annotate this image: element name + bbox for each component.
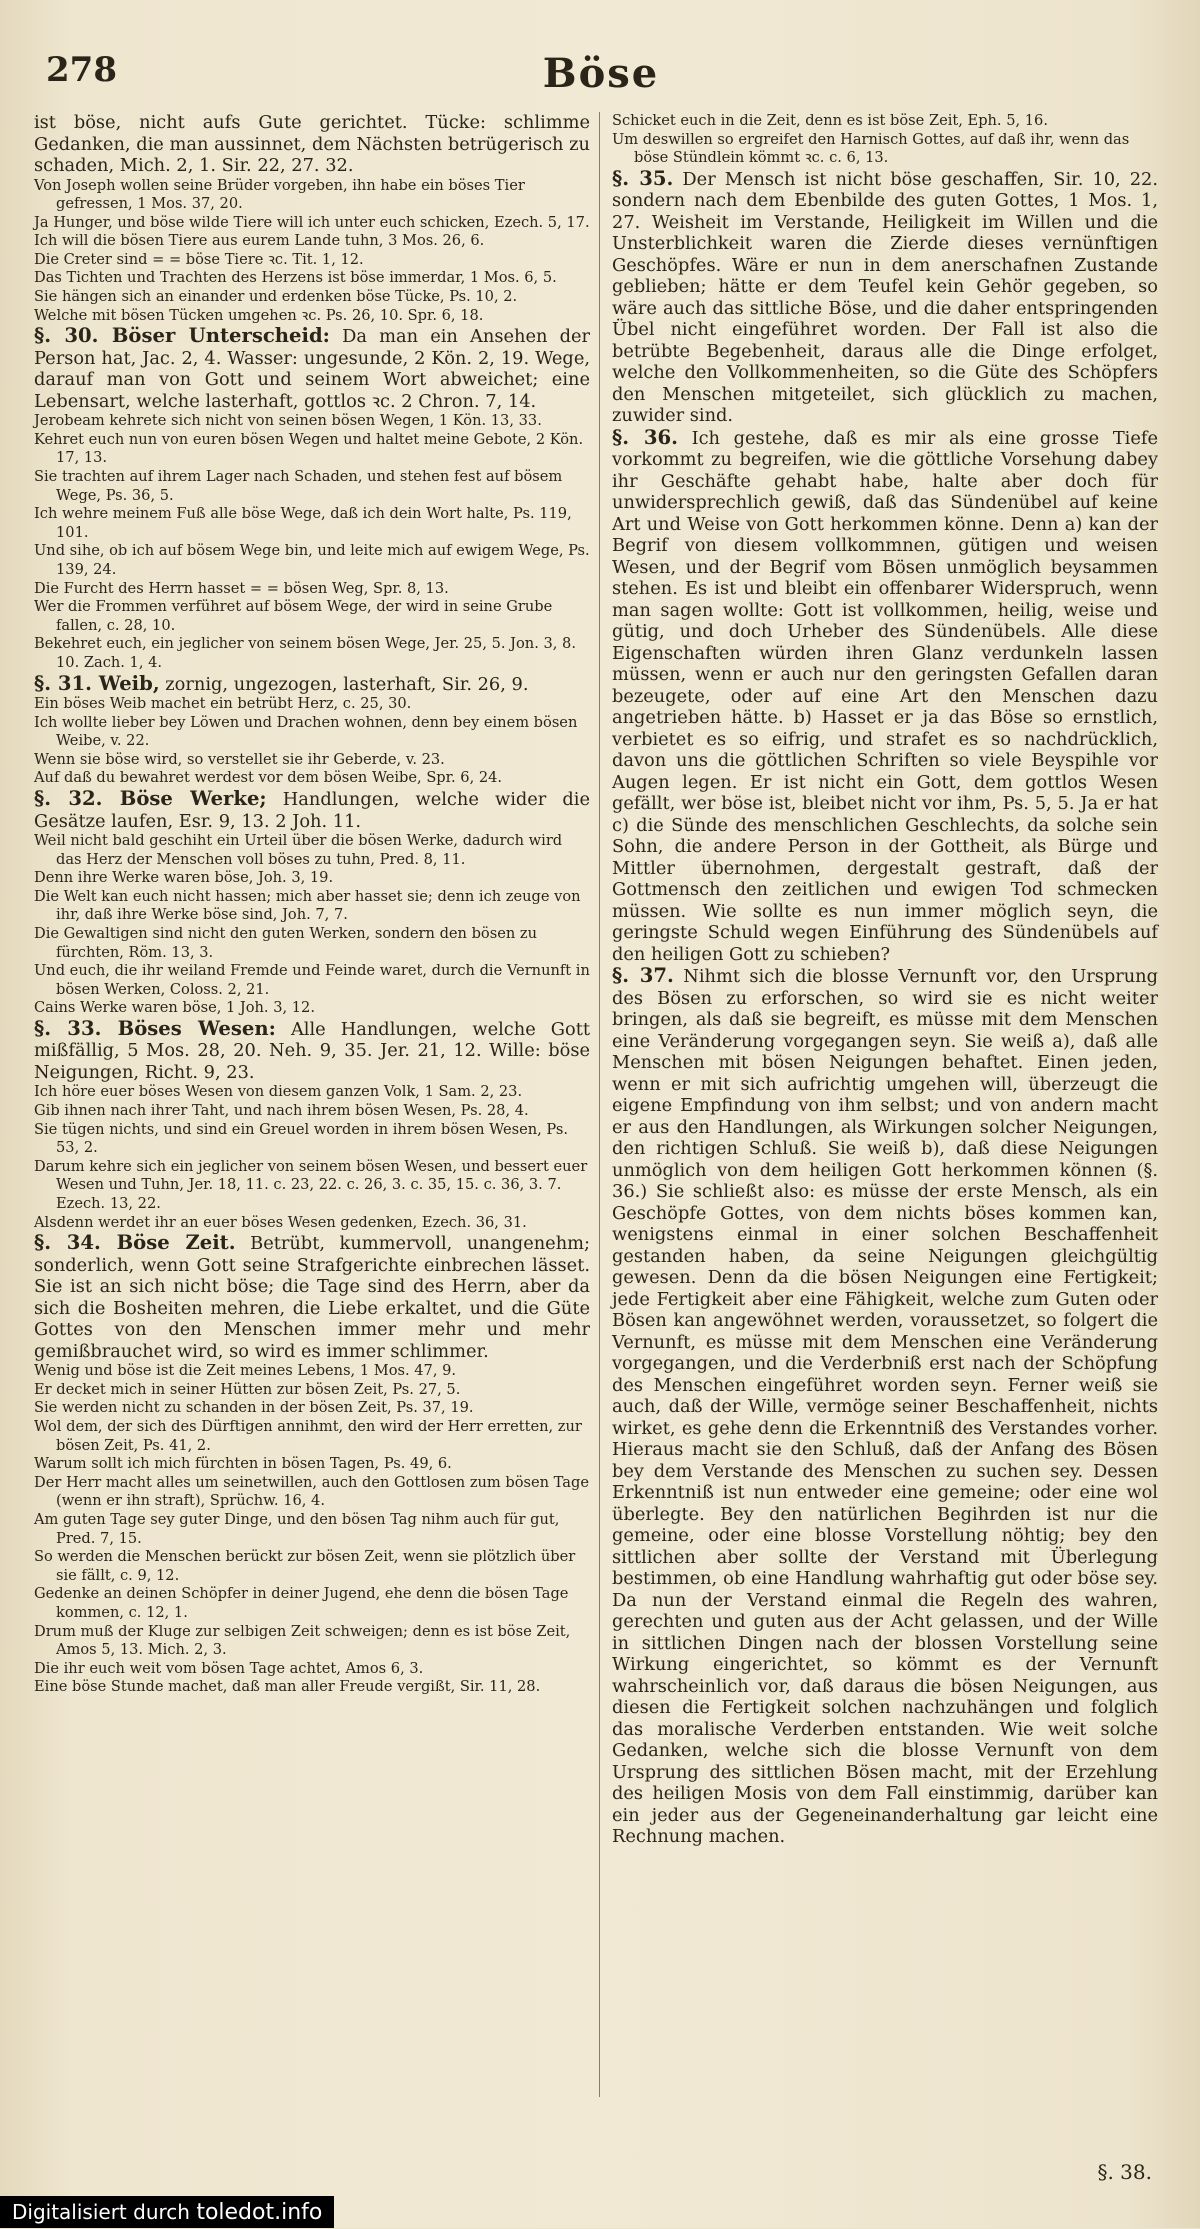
entry-heading: §. 30. Böser Unterscheid: <box>34 324 330 348</box>
entry-heading: §. 36. <box>612 425 678 449</box>
entry-heading: §. 33. Böses Wesen: <box>34 1016 276 1040</box>
entry-text: Handlungen, welche wider die Gesätze laufen, Esr. 9, 13. 2 Joh. 11. <box>34 789 591 832</box>
quotation: Wenig und böse ist die Zeit meines Lebens, 1 Mos. 47, 9. <box>34 1362 457 1380</box>
quotation: Der Herr macht alles um seinetwillen, auch den Gottlosen zum bösen Tage (wenn er ihn straft), Sprüchw. 16, 4. <box>34 1473 589 1510</box>
quotation: Ich wollte lieber bey Löwen und Drachen wohnen, denn bey einem bösen Weibe, v. 22. <box>34 713 578 750</box>
quotation: Ein böses Weib machet ein betrübt Herz, c. 25, 30. <box>34 695 412 713</box>
entry-text: Nihmt sich die blosse Vernunft vor, den Ursprung des Bösen zu erforschen, so wird sie es nicht weiter bringen, als daß sie begreift, es müsse mit dem Menschen eine Veränderung vorgegangen seyn. Sie weiß a), daß alle Menschen mit bösen Neigungen behaftet. Einen jeden, wenn er mit sich aufrichtig umgehen will, überzeugt die eigene Empfindung von ihm selbst; und von andern macht er aus den Handlungen, als Wirkungen solcher Neigungen, den richtigen Schluß. Sie weiß b), daß diese Neigungen unmöglich von dem heiligen Gott herkommen können (§. 36.) Sie schließt also: es müsse der erste Mensch, als ein Geschöpfe Gottes, von dem nichts böses kommen kan, wenigstens einmal in einer solchen Beschaffenheit gestanden haben, da seine Neigungen gleichgültig gewesen. Denn da die bösen Neigungen eine Fertigkeit; jede Fertigkeit aber eine Fähigkeit, welche zum Guten oder Bösen kan angewöhnet werden, voraussetzet, so folgert die Vernunft, es müsse mit dem Menschen eine Veränderung vorgegangen, und die Verderbniß erst nach der Schöpfung des Menschen eingeführet worden seyn. Ferner weiß sie auch, daß der Wille, vermöge seiner Beschaffenheit, nichts wirket, es gehe denn die Erkenntniß des Verstandes vorher. Hieraus macht sie den Schluß, daß der Anfang des Bösen bey dem Verstande des Menschen zu suchen sey. Dessen Erkenntniß ist nun entweder eine gemeine; oder eine wol überlegte. Bey den natürlichen Begihrden ist nur die gemeine, oder eine blosse Vorstellung nöhtig; bey den sittlichen aber sollte der Verstand mit Überlegung bestimmen, ob eine Handlung wahrhaftig gut oder böse sey. Da nun der Verstand einmal die Regeln des wahren, gerechten und guten aus der Acht gelassen, und der Wille in sittlichen Dingen nach der blossen Vorstellung seine Wirkung eingerichtet, so kömmt es der Vernunft wahrscheinlich vor, daß daraus die bösen Neigungen, aus diesen die Fertigkeit solchen nachzuhängen und folglich das moralische Verderben entstanden. Wie weit solche Gedanken, welche sich die blosse Vernunft von dem Ursprung des sittlichen Bösen macht, mit der Erzehlung des heiligen Mosis von dem Fall einstimmig, darüber kan ein jeder aus der Gegeneinanderhaltung gar leicht eine Rechnung machen. <box>612 966 1158 1848</box>
quotation: Das Tichten und Trachten des Herzens ist böse immerdar, 1 Mos. 6, 5. <box>34 269 557 287</box>
quotation: Von Joseph wollen seine Brüder vorgeben, ihn habe ein böses Tier gefressen, 1 Mos. 37, 20. <box>34 176 525 213</box>
entry-text: Ich gestehe, daß es mir als eine grosse Tiefe vorkommt zu begreifen, wie die göttliche Vorsehung dabey ihr Geschäfte gehabt habe, halte aber doch für unwidersprechlich gewiß, daß das Sündenübel auf keine Art und Weise von Gott herkommen könne. Denn a) kan der Begrif von diesem vollkommnen, gütigen und weisen Wesen, und der Begrif vom Bösen unmöglich beysammen stehen. Es ist und bleibt ein offenbarer Widerspruch, wenn man sagen wollte: Gott ist vollkommen, heilig, weise und gütig, und doch Urheber des Sündenübels. Alle diese Eigenschaften würden ihren Glanz verdunkeln lassen müssen, wenn er auch nur den geringsten Gefallen daran bezeugete, oder auf eine Art den Menschen dazu angetrieben hätte. b) Hasset er ja das Böse so ernstlich, verbietet es so eifrig, und strafet es so nachdrücklich, davon uns die göttlichen Schriften so viele Beyspihle vor Augen legen. Er ist nicht ein Gott, dem gottlos Wesen gefällt, wer böse ist, bleibet nicht vor ihm, Ps. 5, 5. Ja er hat c) die Sünde des menschlichen Geschlechts, da solche sein Sohn, die andere Person in der Gottheit, als Bürge und Mittler übernohmen, dergestalt gestraft, daß der Gottmensch den zeitlichen und ewigen Tod schmecken müssen. Wie sollte es nun immer möglich seyn, die geringste Schuld wegen Einführung des Sündenübels auf den heiligen Gott zu schieben? <box>612 427 1158 965</box>
catchword: §. 38. <box>1097 2160 1152 2184</box>
quotation: Wer die Frommen verführet auf bösem Wege, der wird in seine Grube fallen, c. 28, 10. <box>34 598 553 634</box>
right-column <box>612 112 1158 1848</box>
quotation: Gib ihnen nach ihrer Taht, und nach ihrem bösen Wesen, Ps. 28, 4. <box>34 1102 529 1120</box>
page-number: 278 <box>46 50 117 90</box>
entry-paragraph <box>34 1232 590 1362</box>
entry-text: zornig, ungezogen, lasterhaft, Sir. 26, 9. <box>159 673 529 695</box>
quotation: Ja Hunger, und böse wilde Tiere will ich unter euch schicken, Ezech. 5, 17. <box>34 213 590 231</box>
entry-paragraph <box>34 325 590 412</box>
watermark-site: toledot.info <box>196 2200 323 2225</box>
quotation: Wenn sie böse wird, so verstellet sie ihr Geberde, v. 23. <box>34 750 445 768</box>
quotation: Jerobeam kehrete sich nicht von seinen bösen Wegen, 1 Kön. 13, 33. <box>34 412 542 430</box>
quotation: Drum muß der Kluge zur selbigen Zeit schweigen; denn es ist böse Zeit, Amos 5, 13. Mich. 2, 3. <box>34 1622 571 1659</box>
entry-paragraph <box>34 673 590 696</box>
entry-paragraph <box>612 168 1158 427</box>
quotation: Wol dem, der sich des Dürftigen annihmt, den wird der Herr erretten, zur bösen Zeit, Ps. 41, 2. <box>34 1418 582 1454</box>
quotation: Bekehret euch, ein jeglicher von seinem bösen Wege, Jer. 25, 5. Jon. 3, 8. 10. Zach. 1, 4. <box>34 635 576 671</box>
quotation: Kehret euch nun von euren bösen Wegen und haltet meine Gebote, 2 Kön. 17, 13. <box>34 430 584 467</box>
quotation: Alsdenn werdet ihr an euer böses Wesen gedenken, Ezech. 36, 31. <box>34 1213 527 1231</box>
entry-paragraph <box>34 1018 590 1084</box>
quotation: Die Furcht des Herrn hasset = = bösen Weg, Spr. 8, 13. <box>34 579 449 597</box>
quotation: Und sihe, ob ich auf bösem Wege bin, und leite mich auf ewigem Wege, Ps. 139, 24. <box>34 542 590 578</box>
digitization-watermark <box>0 2196 334 2228</box>
quotation: Um deswillen so ergreifet den Harnisch Gottes, auf daß ihr, wenn das böse Stündlein kömmt ꝛc. c. 6, 13. <box>612 130 1130 167</box>
quotation: Er decket mich in seiner Hütten zur bösen Zeit, Ps. 27, 5. <box>34 1380 461 1398</box>
entry-text: ist böse, nicht aufs Gute gerichtet. Tücke: schlimme Gedanken, die man aussinnet, dem Nächsten betrügerisch zu schaden, Mich. 2, 1. Sir. 22, 27. 32. <box>34 112 590 176</box>
quotation: Die Welt kan euch nicht hassen; mich aber hasset sie; denn ich zeuge von ihr, daß ihre Werke böse sind, Joh. 7, 7. <box>34 887 581 924</box>
quotation: Weil nicht bald geschiht ein Urteil über die bösen Werke, dadurch wird das Herz der Menschen voll böses zu tuhn, Pred. 8, 11. <box>34 832 563 868</box>
page-header <box>46 50 1156 102</box>
quotation: Gedenke an deinen Schöpfer in deiner Jugend, ehe denn die bösen Tage kommen, c. 12, 1. <box>34 1585 569 1621</box>
quotation: Die Gewaltigen sind nicht den guten Werken, sondern den bösen zu fürchten, Röm. 13, 3. <box>34 925 537 961</box>
entry-paragraph <box>612 427 1158 966</box>
quotation: Und euch, die ihr weiland Fremde und Feinde waret, durch die Vernunft in bösen Werken, Coloss. 2, 21. <box>34 962 590 998</box>
quotation: So werden die Menschen berückt zur bösen Zeit, wenn sie plötzlich über sie fällt, c. 9, 12. <box>34 1548 576 1584</box>
entry-heading: §. 34. Böse Zeit. <box>34 1231 236 1255</box>
running-head: Böse <box>542 50 660 97</box>
quotation: Schicket euch in die Zeit, denn es ist böse Zeit, Eph. 5, 16. <box>612 112 1048 129</box>
quotation: Die Creter sind = = böse Tiere ꝛc. Tit. 1, 12. <box>34 250 364 268</box>
quotation: Auf daß du bewahret werdest vor dem bösen Weibe, Spr. 6, 24. <box>34 769 503 787</box>
quotation: Ich höre euer böses Wesen von diesem ganzen Volk, 1 Sam. 2, 23. <box>34 1083 523 1101</box>
quotation: Welche mit bösen Tücken umgehen ꝛc. Ps. 26, 10. Spr. 6, 18. <box>34 306 484 324</box>
entry-heading: §. 31. Weib, <box>34 671 160 695</box>
entry-heading: §. 32. Böse Werke; <box>34 787 267 811</box>
quotation: Eine böse Stunde machet, daß man aller Freude vergißt, Sir. 11, 28. <box>34 1678 541 1696</box>
left-column <box>34 112 590 1697</box>
entry-text: Der Mensch ist nicht böse geschaffen, Sir. 10, 22. sondern nach dem Ebenbilde des guten Gottes, 1 Mos. 1, 27. Weisheit im Verstande, Heiligkeit im Willen und die Unsterblichkeit waren die Zierde dieses vernünftigen Geschöpfes. Wäre er nun in dem anerschafnen Zustande geblieben; hätte er dem Teufel kein Gehör gegeben, so wäre auch das sittliche Böse, und die daher entspringenden Übel nicht eingeführet worden. Der Fall ist also die betrübte Begebenheit, daraus alle die Dinge erfolget, welche den Vollkommenheiten, so die Güte des Schöpfers den Menschen mitgeteilet, sich glücklich zu machen, zuwider sind. <box>612 168 1158 427</box>
entry-text: Da man ein Ansehen der Person hat, Jac. 2, 4. Wasser: ungesunde, 2 Kön. 2, 19. Wege, darauf man von Gott und seinem Wort abweichet; eine Lebensart, welche lasterhaft, gottlos ꝛc. 2 Chron. 7, 14. <box>34 326 591 412</box>
quotation: Ich will die bösen Tiere aus eurem Lande tuhn, 3 Mos. 26, 6. <box>34 232 485 250</box>
entry-paragraph <box>34 788 590 832</box>
quotation: Sie trachten auf ihrem Lager nach Schaden, und stehen fest auf bösem Wege, Ps. 36, 5. <box>34 468 563 504</box>
quotation: Am guten Tage sey guter Dinge, und den bösen Tag nihm auch für gut, Pred. 7, 15. <box>34 1510 560 1547</box>
entry-heading: §. 35. <box>612 166 674 190</box>
quotation: Sie werden nicht zu schanden in der bösen Zeit, Ps. 37, 19. <box>34 1399 474 1417</box>
entry-paragraph <box>612 965 1158 1848</box>
quotation: Denn ihre Werke waren böse, Joh. 3, 19. <box>34 869 334 887</box>
watermark-prefix: Digitalisiert durch <box>12 2200 197 2224</box>
entry-text: Betrübt, kummervoll, unangenehm; sonderlich, wenn Gott seine Strafgerichte einbrechen lässet. Sie ist an sich nicht böse; die Tage sind des Herrn, aber da sich die Bosheiten mehren, die Liebe erkaltet, und die Güte Gottes von den Menschen immer mehr und mehr gemißbrauchet wird, so wird es immer schlimmer. <box>34 1233 590 1362</box>
quotation: Sie tügen nichts, und sind ein Greuel worden in ihrem bösen Wesen, Ps. 53, 2. <box>34 1120 568 1157</box>
entry-heading: §. 37. <box>612 964 674 988</box>
quotation: Darum kehre sich ein jeglicher von seinem bösen Wesen, und bessert euer Wesen und Tuhn, Jer. 18, 11. c. 23, 22. c. 26, 3. c. 35, 15. c. 36, 3. 7. Ezech. 13, 22. <box>34 1157 588 1213</box>
quotation: Warum sollt ich mich fürchten in bösen Tagen, Ps. 49, 6. <box>34 1455 452 1473</box>
quotation: Sie hängen sich an einander und erdenken böse Tücke, Ps. 10, 2. <box>34 288 518 306</box>
quotation: Die ihr euch weit vom bösen Tage achtet, Amos 6, 3. <box>34 1659 424 1677</box>
entry-paragraph <box>34 112 590 177</box>
quotation: Cains Werke waren böse, 1 Joh. 3, 12. <box>34 999 315 1017</box>
quotation: Ich wehre meinem Fuß alle böse Wege, daß ich dein Wort halte, Ps. 119, 101. <box>34 505 572 541</box>
entry-text: Alle Handlungen, welche Gott mißfällig, 5 Mos. 28, 20. Neh. 9, 35. Jer. 21, 12. Wille: böse Neigungen, Richt. 9, 23. <box>34 1018 590 1083</box>
column-divider <box>599 112 600 2097</box>
